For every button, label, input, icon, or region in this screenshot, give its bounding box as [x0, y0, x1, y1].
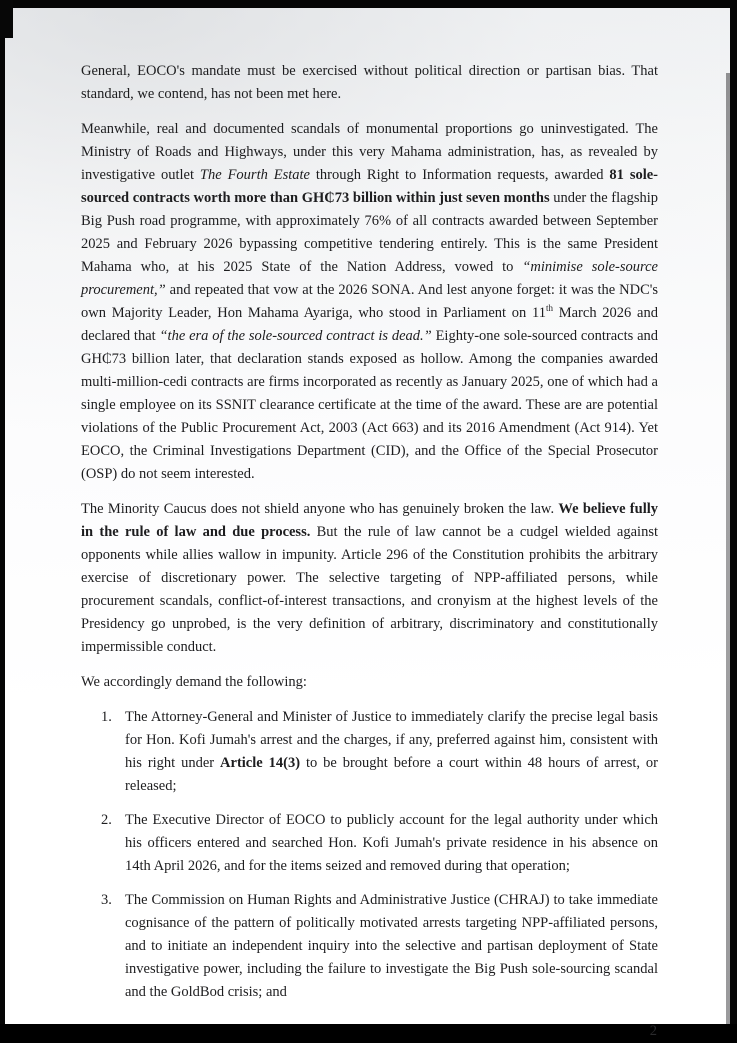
text-run: 81 sole-sourced contracts worth more than GH₵73 billion within just seven months	[81, 167, 659, 206]
text-run: The Executive Director of EOCO to publicly account for the legal authority under which his officers entered and searched Hon. Kofi Jumah's private residence in his absence on 14th April 2026, and for the items seized and removed during that operation;	[125, 812, 658, 874]
list-number: 2.	[101, 812, 112, 828]
list-text	[125, 889, 658, 1004]
paragraph	[81, 60, 658, 106]
list-item	[81, 706, 658, 798]
text-run: The Fourth Estate	[199, 167, 310, 183]
black-top-edge	[0, 0, 737, 8]
list-number: 1.	[101, 709, 112, 725]
text-run: Eighty-one sole-sourced contracts and GH₵73 billion later, that declaration stands exposed as hollow. Among the companies awarded multi-million-cedi contracts are firms incorporated as recently as January 2025, one of which had a single employee on its SSNIT clearance certificate at the time of the award. These are are potential violations of the Public Procurement Act, 2003 (Act 663) and its 2016 Amendment (Act 914). Yet EOCO, the Criminal Investigations Department (CID), and the Office of the Special Prosecutor (OSP) do not seem interested.	[81, 328, 659, 482]
text-run: Article 14(3)	[220, 755, 301, 771]
text-run: We believe fully in the rule of law and due process.	[81, 501, 659, 540]
text-run: to be brought before a court within 48 hours of arrest, or released;	[125, 755, 658, 794]
text-run: “the era of the sole-sourced contract is dead.”	[159, 328, 432, 344]
paragraph	[81, 118, 658, 486]
black-right-edge	[730, 0, 737, 1024]
text-run: The Minority Caucus does not shield anyone who has genuinely broken the law.	[81, 501, 559, 517]
text-run: General, EOCO's mandate must be exercised without political direction or partisan bias. That standard, we contend, has not been met here.	[81, 63, 658, 102]
black-left-corner-mark	[0, 0, 13, 38]
list-text	[125, 706, 658, 798]
list-item	[81, 889, 658, 1004]
text-run: The Commission on Human Rights and Administrative Justice (CHRAJ) to take immediate cognisance of the pattern of politically motivated arrests targeting NPP-affiliated persons, and to initiate an independent inquiry into the selective and partisan deployment of State investigative power, including the failure to investigate the Big Push sole-sourcing scandal and the GoldBod crisis; and	[125, 892, 658, 1000]
document-page	[5, 8, 730, 1039]
text-run: But the rule of law cannot be a cudgel wielded against opponents while allies wallow in impunity. Article 296 of the Constitution prohibits the arbitrary exercise of discretionary power. The selective targeting of NPP-affiliated persons, while procurement scandals, conflict-of-interest transactions, and cronyism at the highest levels of the Presidency go unprobed, is the very definition of arbitrary, discriminatory and constitutionally impermissible conduct.	[81, 524, 658, 655]
text-run: Meanwhile, real and documented scandals of monumental proportions go uninvestigated. The Ministry of Roads and Highways, under this very Mahama administration, has, as revealed by investigative outlet	[81, 121, 658, 183]
text-run: th	[545, 303, 553, 314]
paragraph	[81, 671, 658, 694]
text-run: We accordingly demand the following:	[81, 674, 307, 690]
document-body	[81, 60, 658, 1043]
list-item	[81, 809, 658, 878]
text-run: The Attorney-General and Minister of Justice to immediately clarify the precise legal basis for Hon. Kofi Jumah's arrest and the charges, if any, preferred against him, consistent with his right under	[125, 709, 658, 771]
text-run: through Right to Information requests, awarded	[310, 167, 610, 183]
page-number: 2	[649, 1023, 657, 1039]
paragraph	[81, 498, 658, 659]
list-text	[125, 809, 658, 878]
text-run: under the flagship Big Push road programme, with approximately 76% of all contracts awarded between September 2025 and February 2026 bypassing competitive tendering entirely. This is the same President Mahama who, at his 2025 State of the Nation Address, vowed to	[81, 190, 658, 275]
black-left-edge	[0, 0, 5, 1024]
text-run: and repeated that vow at the 2026 SONA. And lest anyone forget: it was the NDC's own Majority Leader, Hon Mahama Ayariga, who stood in Parliament on 11	[81, 282, 658, 321]
text-run: “minimise sole-source procurement,”	[81, 259, 658, 298]
list-number: 3.	[101, 892, 112, 908]
text-run: March 2026 and declared that	[81, 305, 658, 344]
